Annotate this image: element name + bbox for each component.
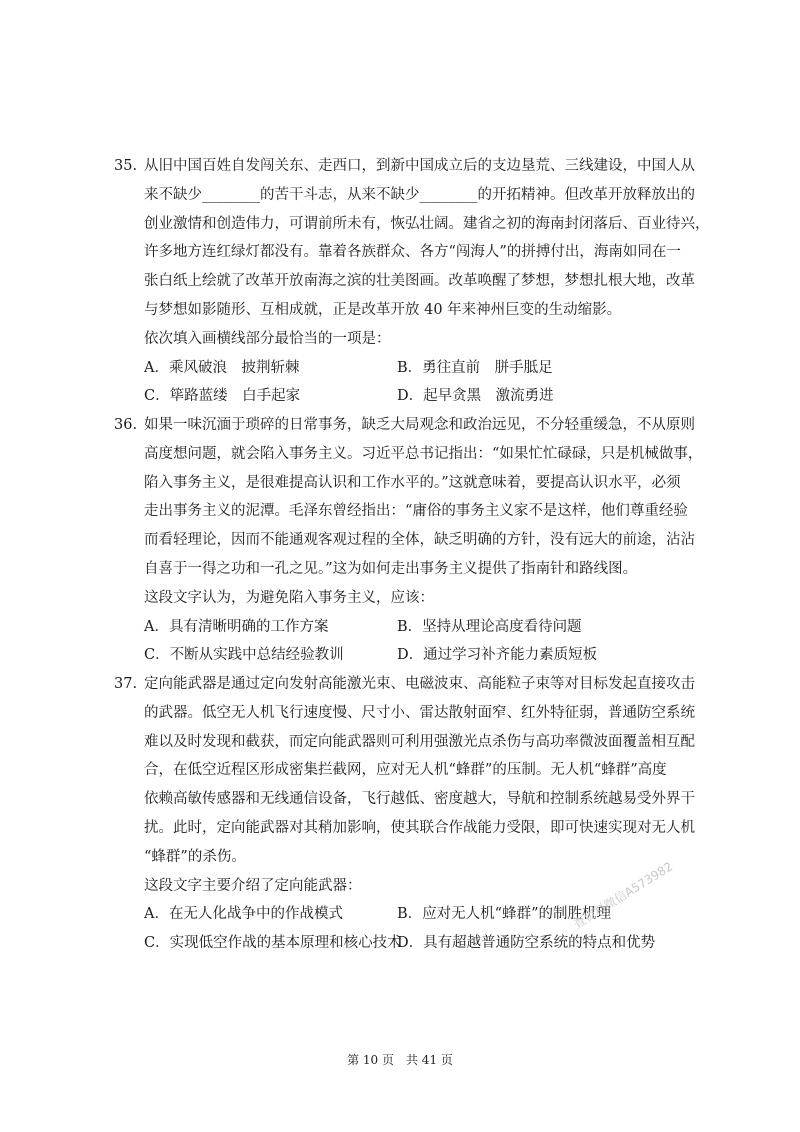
question-37-line-6: 扰。此时，定向能武器对其稍加影响，使其联合作战能力受限，即可快速实现对无人机 [144, 819, 695, 836]
question-37-line-4: 合，在低空近程区形成密集拦截网，应对无人机“蜂群”的压制。无人机“蜂群”高度 [144, 762, 667, 779]
question-36-line-1: 36. 如果一味沉湎于琐碎的日常事务，缺乏大局观念和政治远见，不分轻重缓急，不从原则 [114, 411, 694, 440]
question-36-option-c[interactable]: C．不断从实践中总结经验教训 [144, 647, 344, 664]
question-36-number: 36. [114, 417, 138, 433]
question-36-line-3: 陷入事务主义，是很难提高认识和工作水平的。”这就意味着，要提高认识水平，必须 [144, 474, 681, 491]
question-35-option-b[interactable]: B．勇往直前 胼手胝足 [397, 359, 553, 376]
question-36-option-b[interactable]: B．坚持从理论高度看待问题 [397, 618, 582, 635]
question-35-line-6: 与梦想如影随形、互相成就，正是改革开放 40 年来神州巨变的生动缩影。 [144, 301, 622, 318]
question-37-prompt: 这段文字主要介绍了定向能武器： [144, 877, 362, 894]
question-37-option-c[interactable]: C．实现低空作战的基本原理和核心技术 [144, 935, 402, 952]
question-36-line-4: 走出事务主义的泥潭。毛泽东曾经指出：“庸俗的事务主义家不是这样，他们尊重经验 [144, 503, 688, 520]
page-footer: 第 10 页 共 41 页 [347, 1053, 453, 1067]
question-35-option-a[interactable]: A．乘风破浪 披荆斩棘 [144, 359, 300, 376]
options-row-2 [114, 382, 694, 411]
question-37-line-2: 的武器。低空无人机飞行速度慢、尺寸小、雷达散射面窄、红外特征弱，普通防空系统 [144, 704, 695, 721]
question-35-line-3: 创业激情和创造伟力，可谓前所未有，恢弘壮阔。建省之初的海南封闭落后、百业待兴， [144, 215, 710, 232]
question-35-line-2: 来不缺少________的苦干斗志，从来不缺少________的开拓精神。但改革开放释放出的 [144, 186, 695, 203]
question-37-option-b[interactable]: B．应对无人机“蜂群”的制胜机理 [397, 906, 611, 923]
question-37-line-5: 依赖高敏传感器和无线通信设备，飞行越低、密度越大，导航和控制系统越易受外界干 [144, 791, 695, 808]
question-37-option-a[interactable]: A．在无人化战争中的作战模式 [144, 906, 343, 923]
options-row-1 [114, 354, 694, 383]
question-37-option-d[interactable]: D．具有超越普通防空系统的特点和优势 [397, 935, 656, 952]
question-35-line-5: 张白纸上绘就了改革开放南海之滨的壮美图画。改革唤醒了梦想，梦想扎根大地，改革 [144, 273, 695, 290]
question-37-line-1: 37. 定向能武器是通过定向发射高能激光束、电磁波束、高能粒子束等对目标发起直接攻击 [114, 670, 694, 699]
question-37-number: 37. [114, 676, 138, 692]
question-36-line-6: 自喜于一得之功和一孔之见。”这为如何走出事务主义提供了指南针和路线图。 [144, 560, 638, 577]
question-35 [114, 152, 710, 411]
options-row-1 [114, 613, 694, 642]
question-37-line-3: 难以及时发现和截获，而定向能武器则可利用强激光点杀伤与高功率微波面覆盖相互配 [144, 733, 695, 750]
question-37-line-7: “蜂群”的杀伤。 [144, 848, 246, 865]
watermark: 查资料微信A573982 [571, 859, 676, 932]
question-36-line-2: 高度想问题，就会陷入事务主义。习近平总书记指出：“如果忙忙碌碌，只是机械做事， [144, 445, 703, 462]
question-35-option-d[interactable]: D．起早贪黑 激流勇进 [397, 388, 554, 405]
question-35-number: 35. [114, 158, 138, 174]
question-36-option-d[interactable]: D．通过学习补齐能力素质短板 [397, 647, 598, 664]
question-36-line-5: 而看轻理论，因而不能通观客观过程的全体，缺乏明确的方针，没有远大的前途，沾沾 [144, 532, 695, 549]
question-36 [114, 411, 703, 670]
question-35-option-c[interactable]: C．筚路蓝缕 白手起家 [144, 388, 301, 405]
question-35-line-4: 许多地方连红绿灯都没有。靠着各族群众、各方“闯海人”的拼搏付出，海南如同在一 [144, 244, 681, 261]
question-36-option-a[interactable]: A．具有清晰明确的工作方案 [144, 618, 329, 635]
options-row-2 [114, 929, 694, 958]
question-36-options [114, 613, 694, 671]
question-35-line-1: 35. 从旧中国百姓自发闯关东、走西口，到新中国成立后的支边垦荒、三线建设，中国人从 [114, 152, 694, 181]
question-36-prompt: 这段文字认为，为避免陷入事务主义，应该： [144, 589, 434, 606]
question-35-prompt: 依次填入画横线部分最恰当的一项是： [144, 330, 391, 347]
question-35-options [114, 354, 694, 412]
options-row-2 [114, 641, 694, 670]
